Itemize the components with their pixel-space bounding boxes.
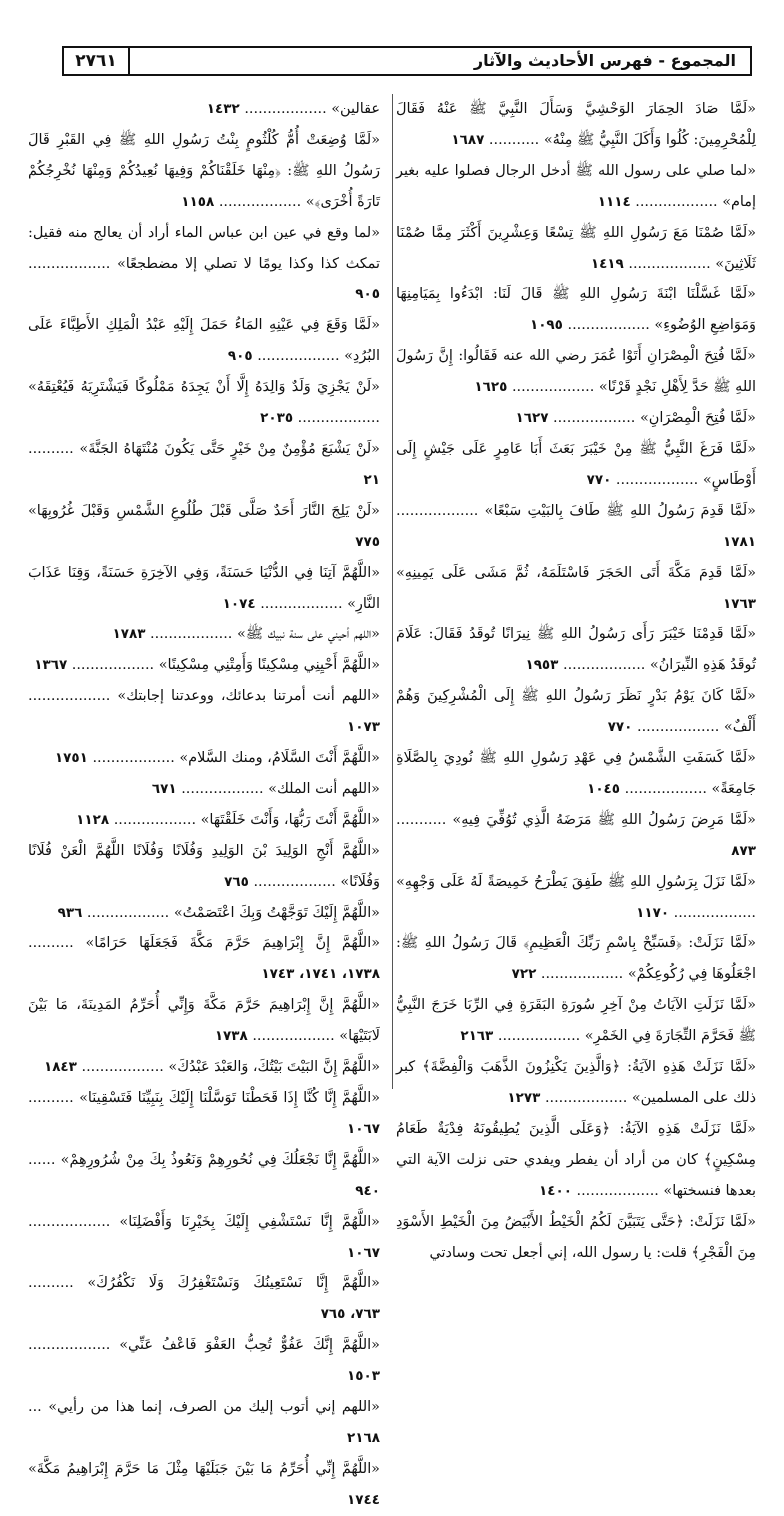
index-entry [28, 558, 380, 620]
page-reference: ١٣٦٧ [34, 657, 68, 674]
entry-text: «لَمَّا قَدِمْنَا خَيْبَرَ رَأَى رَسُولُ اللهِ ﷺ نِيرَانًا تُوقَدُ فَقَالَ: عَلَامَ تُوقَدُ هَذِهِ النِّيرَانُ» .................. [396, 626, 756, 674]
index-entry [28, 928, 380, 990]
entry-text: «لَمَّا قَدِمَ مَكَّةَ أَتَى الحَجَرَ فَاسْتَلَمَهُ، ثُمَّ مَشَى عَلَى يَمِينِهِ» [396, 564, 756, 581]
index-entry [28, 836, 380, 898]
entry-text: «لَمَّا مَرِضَ رَسُولُ اللهِ ﷺ مَرَضَهُ الَّذِي تُوُفِّيَ فِيهِ» ........... [396, 811, 756, 828]
index-entry [396, 681, 756, 743]
entry-text: «لَنْ يَلِجَ النَّارَ أَحَدٌ صَلَّى قَبْلَ طُلُوعِ الشَّمْسِ وَقَبْلَ غُرُوبِهَا» [28, 502, 380, 519]
entry-text: «اللَّهُمَّ إِنَّا نَسْتَعِينُكَ وَنَسْتَغْفِرُكَ وَلَا نَكْفُرُكَ» .......... [28, 1275, 380, 1292]
entry-text: «لَمَّا صَادَ الحِمَارَ الوَحْشِيَّ وَسَأَلَ النَّبِيَّ ﷺ عَنْهُ فَقَالَ لِلْمُحْرِمِينَ: كُلُوا وَأَكَلَ النَّبِيُّ ﷺ مِنْهُ» ........... [396, 101, 756, 148]
index-entry [396, 218, 756, 280]
entry-text: «اللَّهُمَّ إِنَّا نَجْعَلُكَ فِي نُحُورِهِمْ وَنَعُوذُ بِكَ مِنْ شُرُورِهِمْ» ...... [28, 1151, 380, 1168]
entry-text: «اللهم أحيني على سنة نبيك ﷺ» .................. [150, 626, 380, 643]
index-entry [396, 743, 756, 805]
entry-text: «لَمَّا كَسَفَتِ الشَّمْسُ فِي عَهْدِ رَسُولِ اللهِ ﷺ نُودِيَ بِالصَّلَاةِ جَامِعَةً» .................. [396, 750, 756, 797]
page-reference: ١٠٦٧ [347, 1244, 380, 1261]
index-entry [28, 743, 380, 774]
page-reference: ١٠٧٤ [222, 595, 256, 612]
entry-text: «لما وقع في عين ابن عباس الماء أراد أن يعالج منه فقيل: تمكث كذا وكذا يومًا لا تصلي إلا مضطجعًا» .................. [28, 224, 380, 272]
entry-text: «لَمَّا وَقَعَ فِي عَيْنِهِ المَاءُ حَمَلَ إِلَيْهِ عَبْدُ الْمَلِكِ الأَطِبَّاءَ عَلَى البُرُدِ» .................. [28, 317, 380, 365]
page-header [62, 46, 752, 76]
index-entry [28, 434, 380, 496]
index-entry [28, 898, 380, 929]
column-divider [392, 94, 393, 1089]
index-entry [28, 218, 380, 311]
entry-text: «لَمَّا نَزَلَتْ: ﴿حَتَّى يَتَبَيَّنَ لَكُمُ الْخَيْطُ الأَبْيَضُ مِنَ الْخَيْطِ الأَسْوَدِ مِنَ الْفَجْرِ﴾ قلت: يا رسول الله، إني أجعل تحت وسادتي [396, 1213, 756, 1261]
index-entry [28, 1083, 380, 1145]
index-entry [396, 990, 756, 1052]
page-reference: ٧٦٣، ٧٦٥ [320, 1306, 380, 1323]
page-reference: ٧٧٠ [607, 719, 633, 736]
index-entry [28, 1330, 380, 1392]
page-reference: ٢١ [363, 471, 380, 488]
entry-text: «اللَّهُمَّ أَنْتَ رَبُّهَا، وَأَنْتَ خَلَقْتَهَا» .................. [113, 811, 380, 828]
page-reference: ٢١٦٣ [460, 1028, 494, 1045]
page-reference: ١٧٨١ [723, 533, 756, 550]
page-reference: ٦٧١ [151, 780, 177, 797]
index-entry [28, 1052, 380, 1083]
index-entry [28, 681, 380, 743]
page-reference: ١٤٠٠ [538, 1182, 572, 1199]
index-entry [396, 94, 756, 156]
page-reference: ٩٤٠ [355, 1182, 380, 1199]
index-entry [28, 125, 380, 218]
entry-text: «اللَّهُمَّ إِنَّ البَيْتَ بَيْتُكَ، وَالعَبْدَ عَبْدُكَ» .................. [81, 1059, 380, 1076]
page-reference: ٧٦٥ [224, 873, 249, 890]
index-entry [28, 650, 380, 681]
page-reference: ١٠٩٥ [529, 317, 563, 334]
page-reference: ١٧٨٣ [112, 626, 146, 643]
index-entry [28, 990, 380, 1052]
index-entry [396, 558, 756, 620]
page-reference: ٧٧٥ [355, 533, 380, 550]
page-reference: ٢٠٣٥ [260, 410, 294, 427]
index-entry [396, 496, 756, 558]
index-entry [28, 619, 380, 650]
page-reference: ١٧٦٣ [723, 595, 756, 612]
entry-text: «لَمَّا فُتِحَ الْمِصْرَانِ أَتَوْا عُمَرَ رضي الله عنه فَقَالُوا: إِنَّ رَسُولَ اللهِ ﷺ حَدَّ لِأَهْلِ نَجْدٍ قَرْنًا» .................. [396, 348, 756, 396]
page-reference: ٧٧٠ [586, 471, 612, 488]
index-entry [396, 867, 756, 929]
page-number: ٢٧٦١ [64, 48, 130, 74]
page-reference: ١٢٧٣ [507, 1090, 541, 1106]
page-reference: ٧٢٢ [511, 966, 537, 983]
right-column [396, 94, 756, 1268]
page-reference: ١٧٤٤ [347, 1491, 380, 1508]
page-reference: ١٠٧٣ [347, 719, 380, 736]
entry-text: «لَمَّا قَدِمَ رَسُولُ اللهِ ﷺ طَافَ بِالبَيْتِ سَبْعًا» .................. [396, 502, 756, 519]
page-reference: ١٥٠٣ [347, 1368, 380, 1385]
entry-text: «اللَّهُمَّ إِنَّكَ عَفُوٌّ تُحِبُّ العَفْوَ فَاعْفُ عَنِّي» .................. [28, 1337, 380, 1354]
page-reference: ١١٢٨ [76, 811, 110, 828]
index-entry [396, 279, 756, 341]
index-entry [396, 156, 756, 218]
page-reference: ١٨٤٣ [43, 1059, 77, 1076]
page-reference: ١٩٥٣ [525, 657, 559, 674]
index-entry [28, 496, 380, 558]
page-reference: ١٠٦٧ [347, 1120, 380, 1137]
entry-text: «اللَّهُمَّ إِنَّ إِبْرَاهِيمَ حَرَّمَ مَكَّةَ وَإِنِّي أُحَرِّمُ المَدِينَةَ، مَا بَيْنَ لَابَتَيْهَا» .................. [28, 997, 380, 1045]
entry-text: «لَمَّا غَسَّلْنَا ابْنَةَ رَسُولِ اللهِ ﷺ قَالَ لَنَا: ابْدَءُوا بِمَيَامِنِهَا وَمَوَاضِعِ الوُضُوءِ» .................. [396, 286, 756, 334]
index-entry [28, 805, 380, 836]
entry-text: «لَنْ يَجْزِيَ وَلَدٌ وَالِدَهُ إِلَّا أَنْ يَجِدَهُ مَمْلُوكًا فَيَشْتَرِيَهُ فَيُعْتِقَهُ» .................. [28, 379, 380, 427]
entry-text: «اللَّهُمَّ أَنْتَ السَّلَامُ، ومنك السَّلام» .................. [92, 750, 380, 767]
index-entry [396, 434, 756, 496]
entry-text: «اللَّهُمَّ إِنَّ إِبْرَاهِيمَ حَرَّمَ مَكَّةَ فَجَعَلَهَا حَرَامًا» .......... [28, 935, 380, 952]
index-entry [28, 1454, 380, 1516]
index-entry [28, 310, 380, 372]
index-entry [28, 372, 380, 434]
page-reference: ١٤١٩ [590, 255, 624, 272]
page-reference: ١٤٣٢ [206, 101, 240, 117]
entry-text: «لَمَّا فُتِحَ الْمِصْرَانِ» .................. [553, 410, 756, 427]
entry-text: «لما صلي على رسول الله ﷺ أدخل الرجال فصلوا عليه بغير إمام» .................. [396, 162, 756, 210]
entry-text: «لَمَّا نَزَلَتْ: ﴿فَسَبِّحْ بِاسْمِ رَبِّكَ الْعَظِيمِ﴾ قَالَ رَسُولُ اللهِ ﷺ: اجْعَلُوهَا فِي رُكُوعِكُمْ» .................. [396, 935, 756, 983]
page-reference: ١٦٢٧ [515, 410, 549, 427]
page-reference: ١٧٥١ [54, 750, 88, 767]
page-reference: ١٧٣٨ [214, 1028, 248, 1045]
index-entry [396, 928, 756, 990]
index-entry [28, 1145, 380, 1207]
page-reference: ٩٣٦ [57, 904, 83, 921]
index-entry [396, 1052, 756, 1114]
index-entry [396, 805, 756, 867]
index-entry [396, 403, 756, 434]
entry-text: «لَمَّا صُمْنَا مَعَ رَسُولِ اللهِ ﷺ تِسْعًا وَعِشْرِينَ أَكْثَرَ مِمَّا صُمْنَا ثَلَاثِينَ» .................. [396, 224, 756, 272]
page-reference: ١٠٤٥ [587, 780, 621, 797]
page-reference: ١٦٨٧ [451, 131, 485, 148]
index-entry [28, 94, 380, 125]
entry-text: «اللَّهُمَّ إِنَّا نَسْتَشْفِي إِلَيْكَ بِخَيْرِنَا وَأَفْضَلِنَا» .................. [28, 1213, 380, 1230]
entry-text: «لَمَّا وُضِعَتْ أُمُّ كُلْثُومٍ بِنْتُ رَسُولِ اللهِ ﷺ فِي القَبْرِ قَالَ رَسُولُ اللهِ ﷺ: ﴿مِنْهَا خَلَقْنَاكُمْ وَفِيهَا نُعِيدُكُمْ وَمِنْهَا نُخْرِجُكُمْ تَارَةً أُخْرَى﴾» .................. [28, 131, 380, 210]
page-reference: ١١٧٠ [636, 904, 670, 921]
page-reference: ١٦٢٥ [474, 379, 508, 396]
index-entry [396, 341, 756, 403]
page-reference: ٨٧٣ [731, 842, 756, 859]
index-entry [396, 1207, 756, 1269]
index-entry [28, 1268, 380, 1330]
entry-text: «لَمَّا نَزَلَ بِرَسُولِ اللهِ ﷺ طَفِقَ يَطْرَحُ خَمِيصَةً لَهُ عَلَى وَجْهِهِ» .................. [396, 873, 756, 921]
entry-text: «اللهم أنت أمرتنا بدعائك، ووعدتنا إجابتك» .................. [28, 688, 380, 705]
page-title: المجموع - فهرس الأحاديث والآثار [473, 51, 736, 70]
entry-text: «لَمَّا نَزَلَتِ الآيَاتُ مِنْ آخِرِ سُورَةِ البَقَرَةِ فِي الرِّبَا خَرَجَ النَّبِيُّ ﷺ فَحَرَّمَ التِّجَارَةَ فِي الخَمْرِ» .................. [396, 997, 756, 1045]
entry-text: «لَمَّا نَزَلَتْ هَذِهِ الآيَةُ: ﴿وَعَلَى الَّذِينَ يُطِيقُونَهُ فِدْيَةٌ طَعَامُ مِسْكِينٍ﴾ كان من أراد أن يفطر ويفدي حتى نزلت الآية التي بعدها فنسختها» .................. [396, 1120, 756, 1199]
page-reference: ٩٠٥ [227, 348, 253, 365]
entry-text: «اللهم أنت الملك» .................. [181, 780, 380, 797]
entry-text: «اللَّهُمَّ أَحْيِنِي مِسْكِينًا وَأَمِتْنِي مِسْكِينًا» .................. [71, 657, 380, 674]
entry-text: «اللَّهُمَّ أَنْجِ الوَلِيدَ بْنَ الوَلِيدِ وَفُلَانًا وَفُلَانًا اللَّهُمَّ الْعَنْ فُلَانًا وَفُلَانًا» .................. [28, 842, 380, 890]
entry-text: «لَمَّا كَانَ يَوْمُ بَدْرٍ نَظَرَ رَسُولُ اللهِ ﷺ إِلَى الْمُشْرِكِينَ وَهُمْ أَلْفٌ» .................. [396, 688, 756, 736]
index-entry [28, 1392, 380, 1454]
entry-text: «لَمَّا نَزَلَتْ هَذِهِ الآيَةُ: ﴿وَالَّذِينَ يَكْنِزُونَ الذَّهَبَ وَالْفِضَّةَ﴾ كبر ذلك على المسلمين» .................. [396, 1059, 756, 1106]
entry-text: «اللَّهُمَّ إِنَّا كُنَّا إِذَا قَحَطْنَا تَوَسَّلْنَا إِلَيْكَ بِنَبِيِّنَا فَتَسْقِينَا» .......... [28, 1090, 380, 1106]
entry-text: «اللهم إني أتوب إليك من الصرف، إنما هذا من رأيي» ... [28, 1399, 380, 1416]
index-entry [396, 1114, 756, 1207]
index-entry [396, 619, 756, 681]
entry-text: «اللَّهُمَّ إِنِّي أُحَرِّمُ مَا بَيْنَ جَبَلَيْهَا مِثْلَ مَا حَرَّمَ إِبْرَاهِيمُ مَكَّةَ» [28, 1460, 380, 1477]
page-reference: ١١٥٨ [181, 193, 215, 210]
page-reference: ١١١٤ [597, 193, 631, 210]
index-entry [28, 774, 380, 805]
left-column [28, 94, 380, 1516]
entry-text: «لَنْ يَشْبَعَ مُؤْمِنٌ مِنْ خَيْرٍ حَتَّى يَكُونَ مُنْتَهَاهُ الجَنَّةَ» .......... [28, 440, 380, 457]
entry-text: «اللَّهُمَّ إِلَيْكَ تَوَجَّهْتُ وَبِكَ اعْتَصَمْتُ» .................. [86, 904, 380, 921]
entry-text: «لَمَّا فَرَغَ النَّبِيُّ ﷺ مِنْ خَيْبَرَ بَعَثَ أَبَا عَامِرٍ عَلَى جَيْشٍ إِلَى أَوْطَاسٍ» .................. [396, 440, 756, 488]
page-reference: ٩٠٥ [355, 286, 380, 303]
index-entry [28, 1207, 380, 1269]
page-reference: ١٧٣٨، ١٧٤١، ١٧٤٣ [261, 966, 380, 983]
entry-text: عقالين» .................. [244, 101, 380, 117]
page-reference: ٢١٦٨ [347, 1429, 380, 1446]
entry-text: «اللَّهُمَّ آتِنَا فِي الدُّنْيَا حَسَنَةً، وَفِي الآخِرَةِ حَسَنَةً، وَقِنَا عَذَابَ النَّارِ» .................. [28, 564, 380, 612]
